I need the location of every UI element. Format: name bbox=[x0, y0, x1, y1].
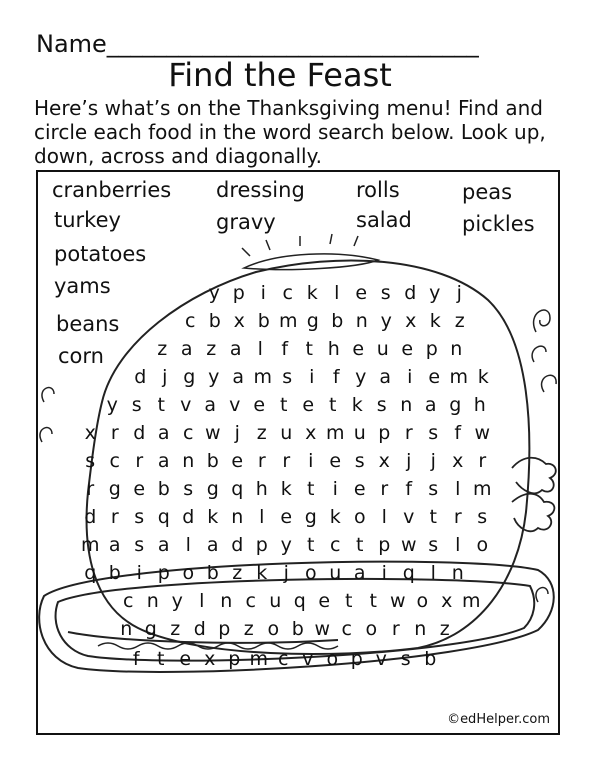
grid-letter: n bbox=[355, 310, 368, 332]
grid-letter: p bbox=[157, 562, 170, 584]
word-bank-item: beans bbox=[56, 312, 120, 336]
grid-letter: j bbox=[162, 366, 168, 388]
grid-letter: g bbox=[206, 478, 219, 500]
grid-letter: l bbox=[381, 506, 387, 528]
grid-letter: m bbox=[253, 366, 272, 388]
grid-letter: a bbox=[353, 562, 366, 584]
grid-letter: r bbox=[110, 422, 119, 444]
grid-row bbox=[78, 478, 495, 500]
grid-letter: v bbox=[302, 648, 314, 670]
grid-letter: y bbox=[380, 310, 392, 332]
grid-letter: s bbox=[85, 450, 96, 472]
grid-letter: x bbox=[405, 310, 417, 332]
grid-letter: i bbox=[309, 366, 315, 388]
grid-row bbox=[114, 618, 457, 640]
grid-letter: o bbox=[416, 590, 429, 612]
grid-letter: z bbox=[206, 338, 217, 360]
word-bank-item: potatoes bbox=[54, 242, 147, 266]
grid-letter: m bbox=[461, 590, 481, 612]
grid-letter: r bbox=[391, 618, 400, 640]
grid-letter: w bbox=[474, 422, 491, 444]
grid-letter: g bbox=[108, 478, 121, 500]
grid-letter: l bbox=[257, 338, 263, 360]
grid-letter: y bbox=[106, 394, 118, 416]
grid-letter: e bbox=[428, 366, 441, 388]
grid-letter: g bbox=[306, 310, 319, 332]
grid-letter: v bbox=[180, 394, 192, 416]
grid-letter: i bbox=[136, 562, 142, 584]
grid-letter: n bbox=[450, 338, 463, 360]
grid-letter: n bbox=[182, 450, 195, 472]
grid-letter: f bbox=[405, 478, 413, 500]
grid-row bbox=[78, 422, 495, 444]
grid-letter: c bbox=[341, 618, 352, 640]
grid-letter: n bbox=[231, 506, 244, 528]
grid-letter: k bbox=[329, 506, 341, 528]
grid-letter: e bbox=[318, 590, 331, 612]
grid-letter: z bbox=[157, 338, 168, 360]
grid-letter: a bbox=[379, 366, 392, 388]
grid-letter: c bbox=[109, 450, 120, 472]
grid-letter: m bbox=[449, 366, 468, 388]
grid-row bbox=[150, 338, 469, 360]
grid-letter: r bbox=[380, 478, 389, 500]
word-bank-item: turkey bbox=[54, 208, 121, 232]
grid-letter: f bbox=[454, 422, 462, 444]
grid-letter: t bbox=[157, 648, 165, 670]
name-line: Name_______________________________ bbox=[36, 30, 479, 58]
grid-letter: g bbox=[304, 506, 317, 528]
grid-letter: q bbox=[84, 562, 97, 584]
grid-letter: j bbox=[283, 562, 289, 584]
grid-letter: o bbox=[304, 562, 317, 584]
grid-letter: m bbox=[249, 648, 268, 670]
grid-letter: x bbox=[204, 648, 216, 670]
grid-letter: m bbox=[472, 478, 492, 500]
grid-letter: e bbox=[401, 338, 414, 360]
grid-letter: b bbox=[157, 478, 170, 500]
grid-letter: u bbox=[269, 590, 282, 612]
grid-letter: z bbox=[439, 618, 450, 640]
grid-letter: o bbox=[267, 618, 280, 640]
word-bank-item: pickles bbox=[462, 212, 535, 236]
grid-letter: c bbox=[245, 590, 256, 612]
grid-letter: b bbox=[208, 310, 221, 332]
grid-letter: k bbox=[306, 282, 318, 304]
grid-letter: b bbox=[291, 618, 304, 640]
grid-letter: k bbox=[207, 506, 219, 528]
grid-letter: x bbox=[441, 590, 453, 612]
grid-letter: k bbox=[477, 366, 489, 388]
grid-letter: h bbox=[473, 394, 486, 416]
grid-letter: e bbox=[280, 506, 293, 528]
grid-letter: j bbox=[430, 450, 436, 472]
grid-letter: d bbox=[134, 366, 147, 388]
instructions: Here’s what’s on the Thanksgiving menu! Find and circle each food in the word search below. Look up, down, across and diagonally. bbox=[34, 96, 546, 168]
puzzle-frame bbox=[36, 170, 560, 735]
grid-letter: y bbox=[208, 366, 220, 388]
grid-letter: f bbox=[132, 648, 140, 670]
grid-letter: y bbox=[208, 282, 220, 304]
grid-letter: a bbox=[204, 394, 217, 416]
grid-letter: a bbox=[180, 338, 193, 360]
grid-letter: s bbox=[428, 478, 439, 500]
grid-letter: n bbox=[220, 590, 233, 612]
grid-letter: e bbox=[302, 394, 315, 416]
grid-letter: j bbox=[406, 450, 412, 472]
grid-letter: s bbox=[131, 394, 142, 416]
grid-letter: p bbox=[378, 534, 391, 556]
grid-letter: l bbox=[334, 282, 340, 304]
grid-letter: g bbox=[449, 394, 462, 416]
grid-letter: r bbox=[86, 478, 95, 500]
grid-letter: u bbox=[280, 422, 293, 444]
grid-letter: y bbox=[171, 590, 183, 612]
grid-letter: e bbox=[179, 648, 192, 670]
grid-letter: b bbox=[257, 310, 270, 332]
grid-letter: s bbox=[354, 450, 365, 472]
grid-letter: a bbox=[229, 338, 242, 360]
grid-letter: z bbox=[243, 618, 254, 640]
grid-letter: l bbox=[259, 506, 265, 528]
grid-letter: w bbox=[389, 590, 406, 612]
grid-letter: x bbox=[452, 450, 464, 472]
grid-letter: d bbox=[404, 282, 417, 304]
word-bank-item: cranberries bbox=[52, 178, 172, 202]
grid-letter: b bbox=[206, 450, 219, 472]
grid-letter: x bbox=[233, 310, 245, 332]
grid-letter: i bbox=[332, 478, 338, 500]
word-bank-item: dressing bbox=[216, 178, 305, 202]
grid-row bbox=[178, 310, 472, 332]
grid-letter: o bbox=[353, 506, 366, 528]
grid-letter: a bbox=[157, 422, 170, 444]
grid-letter: s bbox=[428, 422, 439, 444]
grid-letter: c bbox=[330, 534, 341, 556]
grid-letter: r bbox=[110, 506, 119, 528]
grid-letter: i bbox=[260, 282, 266, 304]
grid-letter: l bbox=[455, 478, 461, 500]
grid-row bbox=[100, 394, 492, 416]
word-bank-item: corn bbox=[58, 344, 104, 368]
grid-letter: e bbox=[329, 450, 342, 472]
grid-letter: q bbox=[157, 506, 170, 528]
grid-letter: t bbox=[369, 590, 377, 612]
grid-letter: i bbox=[381, 562, 387, 584]
credit: ©edHelper.com bbox=[447, 712, 550, 727]
grid-letter: q bbox=[402, 562, 415, 584]
grid-letter: j bbox=[234, 422, 240, 444]
grid-letter: s bbox=[134, 506, 145, 528]
grid-letter: s bbox=[183, 478, 194, 500]
grid-letter: e bbox=[253, 394, 266, 416]
grid-letter: b bbox=[424, 648, 437, 670]
grid-letter: d bbox=[182, 506, 195, 528]
grid-letter: a bbox=[108, 534, 121, 556]
grid-row bbox=[78, 506, 495, 528]
grid-row bbox=[124, 648, 443, 670]
grid-letter: n bbox=[120, 618, 133, 640]
grid-letter: h bbox=[327, 338, 340, 360]
grid-letter: d bbox=[193, 618, 206, 640]
grid-letter: w bbox=[400, 534, 417, 556]
grid-letter: a bbox=[232, 366, 245, 388]
grid-letter: f bbox=[281, 338, 289, 360]
grid-letter: s bbox=[428, 534, 439, 556]
grid-letter: t bbox=[429, 506, 437, 528]
grid-letter: u bbox=[376, 338, 389, 360]
grid-letter: u bbox=[353, 422, 366, 444]
grid-letter: r bbox=[404, 422, 413, 444]
grid-letter: i bbox=[308, 450, 314, 472]
word-bank-item: gravy bbox=[216, 210, 276, 234]
grid-letter: t bbox=[345, 590, 353, 612]
grid-letter: d bbox=[231, 534, 244, 556]
grid-letter: d bbox=[84, 506, 97, 528]
grid-letter: z bbox=[170, 618, 181, 640]
grid-letter: k bbox=[280, 478, 292, 500]
grid-letter: y bbox=[429, 282, 441, 304]
grid-letter: r bbox=[478, 450, 487, 472]
grid-letter: m bbox=[325, 422, 345, 444]
grid-letter: v bbox=[403, 506, 415, 528]
grid-letter: t bbox=[356, 534, 364, 556]
grid-letter: c bbox=[185, 310, 196, 332]
grid-letter: x bbox=[378, 450, 390, 472]
grid-letter: z bbox=[454, 310, 465, 332]
grid-letter: n bbox=[414, 618, 427, 640]
grid-letter: p bbox=[218, 618, 231, 640]
grid-letter: e bbox=[231, 450, 244, 472]
grid-letter: t bbox=[307, 534, 315, 556]
grid-row bbox=[78, 534, 495, 556]
grid-letter: x bbox=[84, 422, 96, 444]
grid-letter: z bbox=[256, 422, 267, 444]
grid-letter: e bbox=[353, 478, 366, 500]
grid-letter: t bbox=[157, 394, 165, 416]
grid-letter: s bbox=[380, 282, 391, 304]
grid-letter: y bbox=[355, 366, 367, 388]
grid-letter: b bbox=[331, 310, 344, 332]
grid-letter: e bbox=[355, 282, 368, 304]
grid-letter: m bbox=[278, 310, 298, 332]
grid-letter: j bbox=[456, 282, 462, 304]
grid-letter: m bbox=[80, 534, 100, 556]
grid-letter: k bbox=[429, 310, 441, 332]
grid-row bbox=[116, 590, 484, 612]
grid-letter: c bbox=[183, 422, 194, 444]
grid-letter: g bbox=[183, 366, 196, 388]
word-bank-item: rolls bbox=[356, 178, 400, 202]
grid-letter: o bbox=[326, 648, 339, 670]
grid-letter: r bbox=[453, 506, 462, 528]
grid-letter: k bbox=[256, 562, 268, 584]
grid-letter: h bbox=[255, 478, 268, 500]
grid-letter: c bbox=[282, 282, 293, 304]
grid-letter: f bbox=[332, 366, 340, 388]
grid-letter: t bbox=[305, 338, 313, 360]
grid-letter: t bbox=[280, 394, 288, 416]
grid-letter: q bbox=[293, 590, 306, 612]
grid-letter: q bbox=[231, 478, 244, 500]
grid-letter: p bbox=[425, 338, 438, 360]
grid-letter: n bbox=[451, 562, 464, 584]
grid-letter: k bbox=[351, 394, 363, 416]
word-bank-item: salad bbox=[356, 208, 412, 232]
grid-letter: r bbox=[257, 450, 266, 472]
grid-letter: r bbox=[282, 450, 291, 472]
grid-letter: s bbox=[376, 394, 387, 416]
grid-letter: t bbox=[329, 394, 337, 416]
grid-letter: e bbox=[352, 338, 365, 360]
grid-row bbox=[128, 366, 496, 388]
grid-letter: c bbox=[123, 590, 134, 612]
grid-letter: e bbox=[133, 478, 146, 500]
page-title: Find the Feast bbox=[168, 56, 392, 94]
grid-letter: n bbox=[146, 590, 159, 612]
grid-row bbox=[78, 450, 495, 472]
grid-letter: p bbox=[350, 648, 363, 670]
grid-letter: c bbox=[278, 648, 289, 670]
grid-letter: p bbox=[228, 648, 241, 670]
grid-letter: x bbox=[305, 422, 317, 444]
grid-letter: s bbox=[400, 648, 411, 670]
word-bank-item: peas bbox=[462, 180, 513, 204]
grid-letter: o bbox=[476, 534, 489, 556]
grid-letter: s bbox=[282, 366, 293, 388]
grid-letter: b bbox=[108, 562, 121, 584]
grid-letter: p bbox=[255, 534, 268, 556]
grid-letter: a bbox=[206, 534, 219, 556]
grid-letter: l bbox=[430, 562, 436, 584]
grid-letter: n bbox=[400, 394, 413, 416]
grid-letter: l bbox=[185, 534, 191, 556]
grid-letter: i bbox=[407, 366, 413, 388]
grid-letter: r bbox=[135, 450, 144, 472]
grid-letter: a bbox=[157, 534, 170, 556]
grid-letter: o bbox=[365, 618, 378, 640]
grid-letter: y bbox=[280, 534, 292, 556]
grid-letter: p bbox=[232, 282, 245, 304]
grid-letter: z bbox=[232, 562, 243, 584]
grid-letter: a bbox=[424, 394, 437, 416]
grid-letter: d bbox=[133, 422, 146, 444]
grid-letter: p bbox=[378, 422, 391, 444]
grid-letter: w bbox=[314, 618, 331, 640]
grid-letter: o bbox=[182, 562, 195, 584]
grid-letter: t bbox=[307, 478, 315, 500]
grid-letter: a bbox=[157, 450, 170, 472]
grid-letter: s bbox=[477, 506, 488, 528]
grid-letter: w bbox=[204, 422, 221, 444]
grid-letter: b bbox=[206, 562, 219, 584]
grid-letter: l bbox=[199, 590, 205, 612]
grid-letter: u bbox=[329, 562, 342, 584]
grid-letter: v bbox=[375, 648, 387, 670]
grid-row bbox=[78, 562, 470, 584]
grid-row bbox=[202, 282, 472, 304]
grid-letter: s bbox=[134, 534, 145, 556]
grid-letter: g bbox=[144, 618, 157, 640]
grid-letter: v bbox=[229, 394, 241, 416]
word-bank-item: yams bbox=[54, 274, 111, 298]
grid-letter: l bbox=[455, 534, 461, 556]
